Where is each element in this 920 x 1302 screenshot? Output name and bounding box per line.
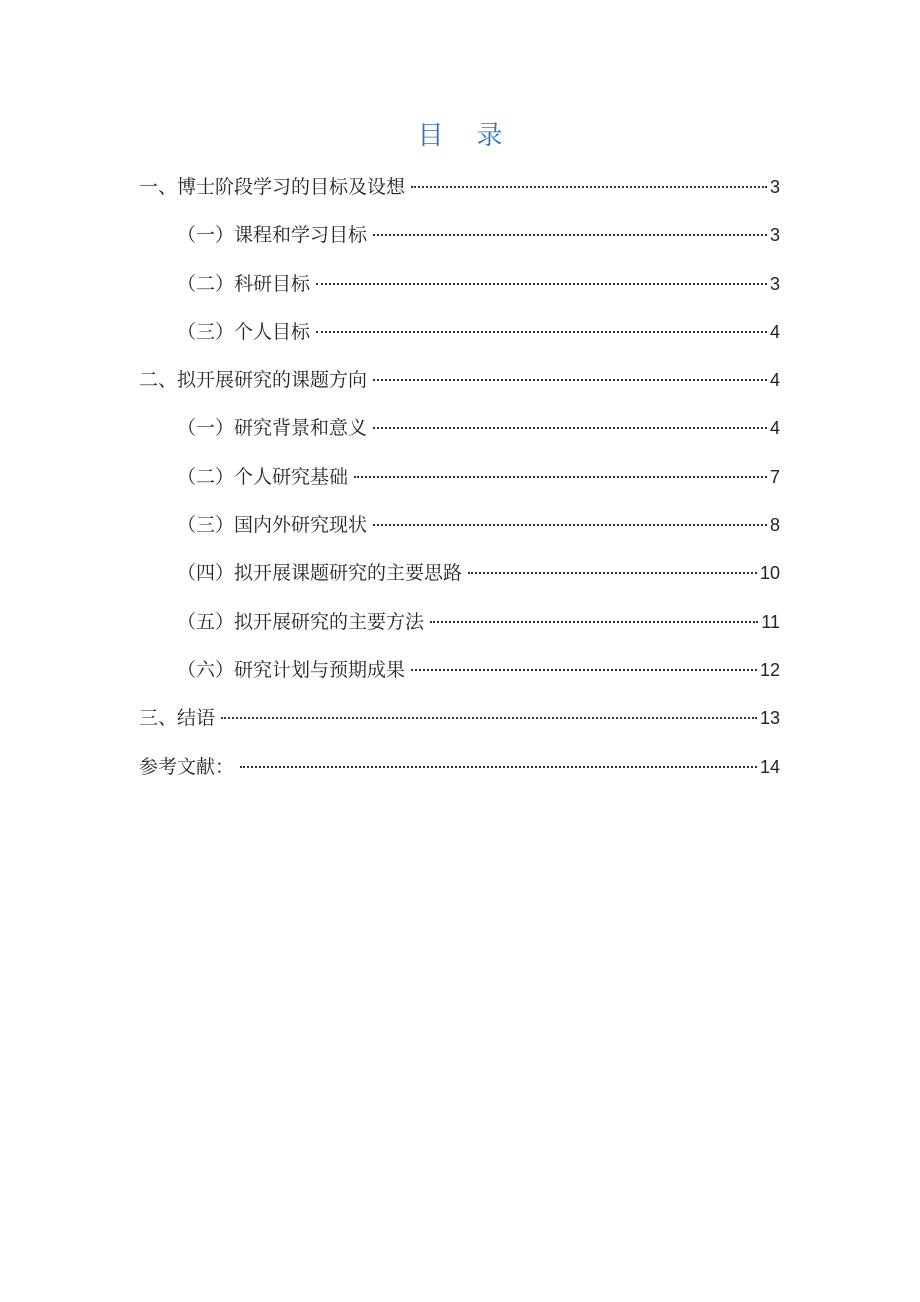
toc-entry-text: （六）研究计划与预期成果 (177, 658, 406, 681)
toc-page-number: 10 (759, 563, 780, 584)
toc-entry[interactable] (139, 549, 780, 597)
toc-entry-text: （三）个人目标 (177, 320, 311, 343)
toc-page-number: 4 (769, 370, 780, 391)
toc-entry-text: （四）拟开展课题研究的主要思路 (177, 562, 463, 585)
dot-leader (373, 379, 767, 381)
toc-entry[interactable] (139, 453, 780, 501)
toc-entry-text: 参考文献： (139, 755, 235, 778)
dot-leader (240, 766, 757, 768)
toc-page-number: 7 (769, 466, 780, 487)
toc-page-number: 3 (769, 273, 780, 294)
dot-leader (373, 524, 767, 526)
toc-page-number: 8 (769, 515, 780, 536)
toc-entry-text: （一）研究背景和意义 (177, 417, 368, 440)
table-of-contents (139, 163, 780, 791)
toc-page-number: 13 (759, 708, 780, 729)
toc-page-number: 4 (769, 321, 780, 342)
toc-entry-text: 一、博士阶段学习的目标及设想 (139, 176, 406, 198)
toc-page-number: 3 (769, 225, 780, 246)
toc-entry[interactable] (139, 211, 780, 259)
toc-entry[interactable] (139, 501, 780, 549)
toc-entry-text: （五）拟开展研究的主要方法 (177, 610, 425, 633)
dot-leader (468, 572, 757, 574)
toc-title: 目 录 (417, 121, 503, 151)
toc-entry[interactable] (139, 308, 780, 356)
toc-page-number: 14 (759, 756, 780, 777)
toc-page-number: 3 (769, 177, 780, 197)
toc-entry[interactable] (139, 163, 780, 211)
toc-page-number: 4 (769, 418, 780, 439)
dot-leader (316, 283, 767, 285)
toc-page-number: 12 (759, 659, 780, 680)
toc-entry-text: （二）个人研究基础 (177, 465, 349, 488)
toc-entry-text: （二）科研目标 (177, 272, 311, 295)
dot-leader (373, 234, 767, 236)
dot-leader (316, 331, 767, 333)
toc-entry-text: 二、拟开展研究的课题方向 (139, 369, 368, 392)
toc-entry[interactable] (139, 646, 780, 694)
toc-entry[interactable] (139, 694, 780, 742)
toc-entry-text: 三、结语 (139, 707, 216, 730)
toc-page-number: 11 (761, 611, 780, 632)
dot-leader (221, 717, 757, 719)
dot-leader (430, 621, 758, 623)
toc-entry-text: （三）国内外研究现状 (177, 514, 368, 537)
toc-entry[interactable] (139, 404, 780, 452)
toc-entry[interactable] (139, 743, 780, 791)
toc-entry[interactable] (139, 356, 780, 404)
dot-leader (411, 186, 767, 188)
toc-entry[interactable] (139, 598, 780, 646)
toc-entry-text: （一）课程和学习目标 (177, 224, 368, 247)
toc-entry[interactable] (139, 260, 780, 308)
dot-leader (373, 427, 767, 429)
dot-leader (411, 669, 757, 671)
dot-leader (354, 476, 767, 478)
